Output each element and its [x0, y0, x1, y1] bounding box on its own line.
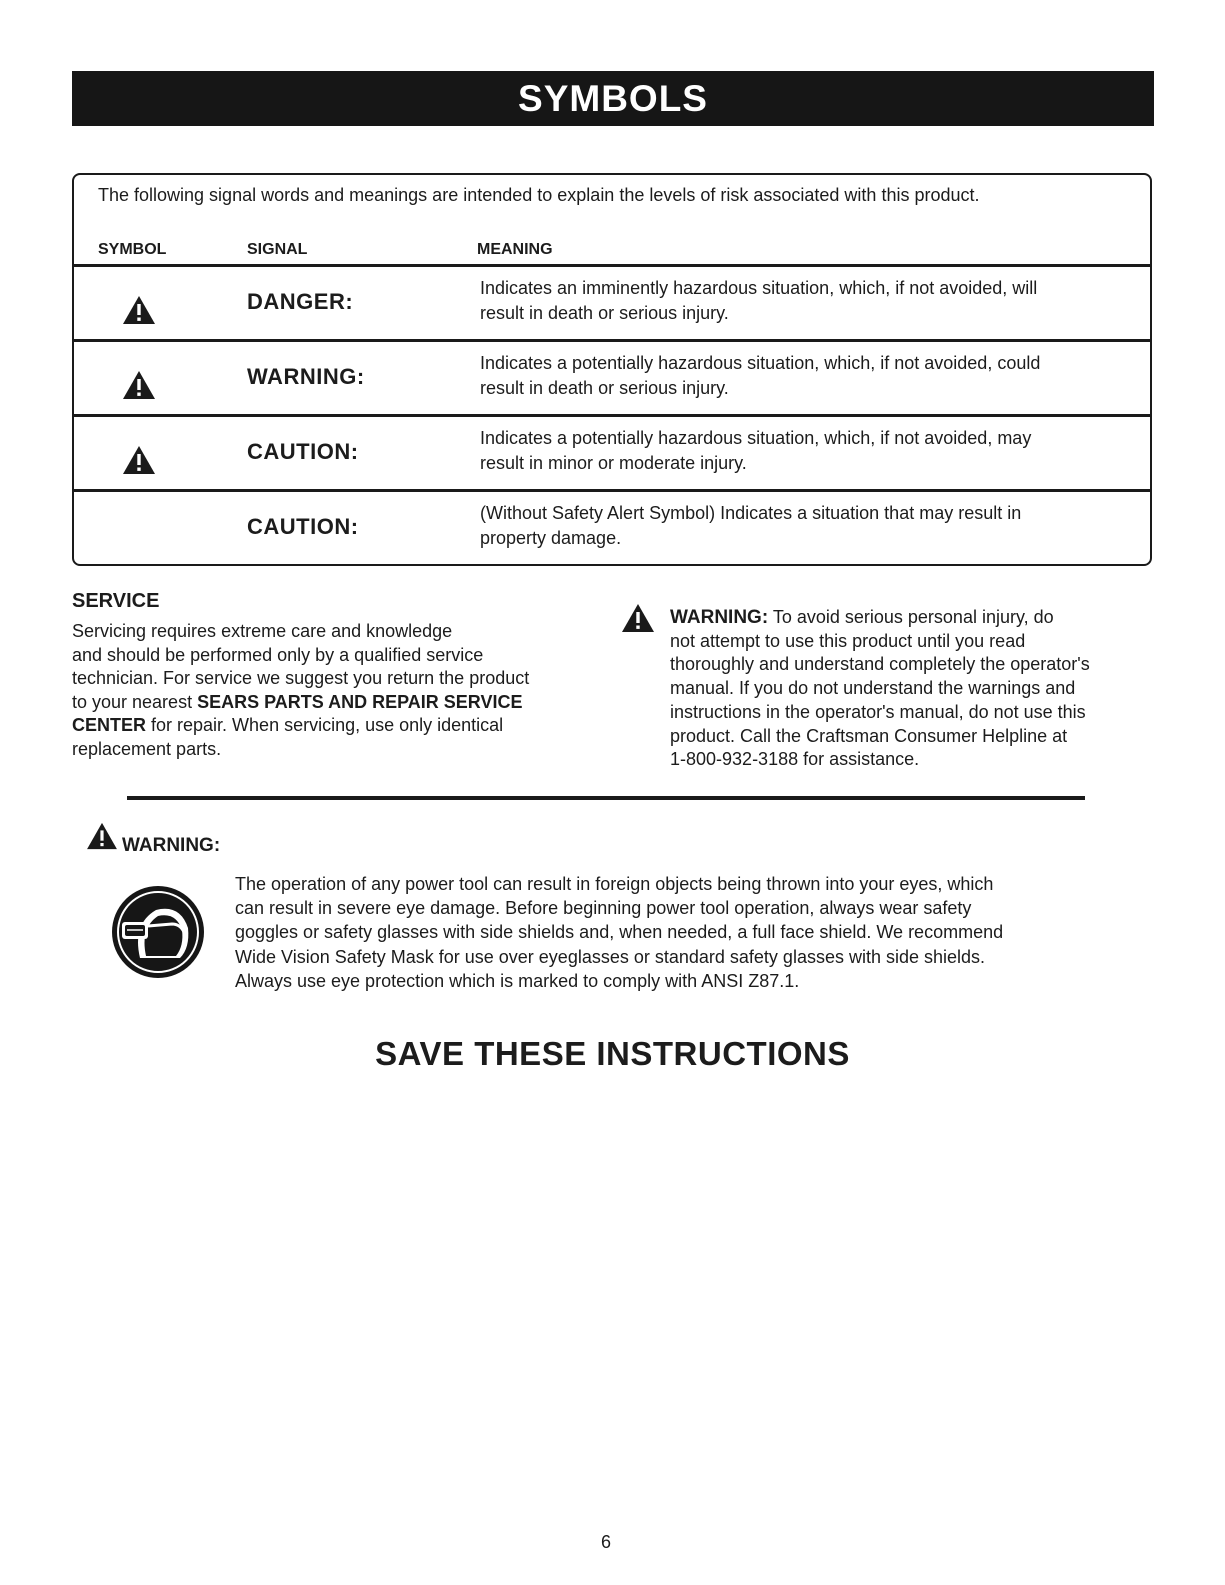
- signal-word: CAUTION:: [247, 439, 359, 464]
- service-center-name: SEARS PARTS AND REPAIR SERVICE: [197, 691, 523, 712]
- meaning-line: property damage.: [480, 528, 622, 548]
- service-line: Servicing requires extreme care and knowledge: [72, 621, 453, 641]
- service-line: [72, 691, 602, 715]
- page-title-banner: [72, 71, 1154, 126]
- symbols-intro: The following signal words and meanings are intended to explain the levels of risk associated with this product.: [98, 185, 980, 205]
- meaning-line: Indicates a potentially hazardous situation, which, if not avoided, could: [480, 353, 1041, 373]
- signal-meaning: [480, 276, 1120, 326]
- eye-protection-paragraph: [235, 872, 1105, 993]
- warning-line: manual. If you do not understand the warnings and: [670, 678, 1076, 699]
- symbol-row-warning: [74, 342, 1150, 417]
- column-header-signal: SIGNAL: [247, 241, 308, 258]
- eye-warning-line: The operation of any power tool can result in foreign objects being thrown into your eyes, which: [235, 874, 994, 894]
- safety-alert-triangle-icon: [122, 445, 156, 475]
- page-title: SYMBOLS: [518, 78, 708, 119]
- column-header-meaning: MEANING: [477, 241, 553, 258]
- column-header-symbol: SYMBOL: [98, 241, 167, 258]
- meaning-line: (Without Safety Alert Symbol) Indicates a situation that may result in: [480, 503, 1022, 523]
- symbol-row-danger: [74, 267, 1150, 342]
- signal-word: CAUTION:: [247, 514, 359, 539]
- meaning-line: result in minor or moderate injury.: [480, 453, 747, 473]
- safety-alert-triangle-icon: [122, 295, 156, 325]
- page-number: 6: [600, 1532, 611, 1552]
- eye-warning-line: can result in severe eye damage. Before beginning power tool operation, always wear safety: [235, 898, 972, 919]
- warning-text: To avoid serious personal injury, do: [768, 607, 1054, 627]
- eye-warning-line: Always use eye protection which is marked to comply with ANSI Z87.1.: [235, 970, 800, 991]
- service-text: to your nearest: [72, 691, 198, 712]
- service-line: replacement parts.: [72, 738, 222, 759]
- safety-alert-triangle-icon: [620, 603, 656, 633]
- save-instructions-heading: SAVE THESE INSTRUCTIONS: [375, 1035, 850, 1072]
- safety-alert-triangle-icon: [122, 370, 156, 400]
- safety-alert-triangle-icon: [86, 822, 118, 850]
- symbol-row-caution: [74, 417, 1150, 492]
- signal-meaning: [480, 351, 1120, 401]
- service-line: technician. For service we suggest you return the product: [72, 668, 530, 688]
- warning-line: product. Call the Craftsman Consumer Helpline at: [670, 725, 1068, 746]
- service-center-name: CENTER: [72, 715, 147, 735]
- warning-line: not attempt to use this product until you read: [670, 630, 1026, 651]
- warning-line: thoroughly and understand completely the operator's: [670, 654, 1090, 675]
- symbols-table: [72, 173, 1152, 566]
- symbol-row-caution-no-symbol: [74, 492, 1150, 564]
- service-heading: SERVICE: [72, 590, 160, 612]
- eye-warning-line: goggles or safety glasses with side shields and, when needed, a full face shield. We recommend: [235, 922, 1004, 943]
- warning-line: [670, 606, 1150, 630]
- operator-manual-warning: [670, 606, 1150, 772]
- signal-meaning: [480, 501, 1120, 551]
- section-divider: [127, 796, 1085, 800]
- signal-word: WARNING:: [247, 364, 365, 389]
- warning-line: 1-800-932-3188 for assistance.: [670, 749, 920, 770]
- meaning-line: Indicates a potentially hazardous situation, which, if not avoided, may: [480, 428, 1032, 448]
- meaning-line: Indicates an imminently hazardous situation, which, if not avoided, will: [480, 278, 1038, 298]
- service-line: and should be performed only by a qualified service: [72, 644, 484, 665]
- meaning-line: result in death or serious injury.: [480, 378, 729, 398]
- eye-warning-label: WARNING:: [122, 835, 221, 856]
- signal-meaning: [480, 426, 1120, 476]
- safety-goggles-icon: [110, 884, 206, 980]
- service-line: [72, 714, 602, 738]
- service-paragraph: [72, 620, 602, 761]
- signal-word: DANGER:: [247, 289, 354, 314]
- warning-line: instructions in the operator's manual, do not use this: [670, 701, 1086, 722]
- service-text: for repair. When servicing, use only identical: [146, 715, 504, 735]
- warning-label: WARNING:: [670, 607, 769, 628]
- meaning-line: result in death or serious injury.: [480, 303, 729, 323]
- eye-warning-line: Wide Vision Safety Mask for use over eyeglasses or standard safety glasses with side shields.: [235, 946, 986, 967]
